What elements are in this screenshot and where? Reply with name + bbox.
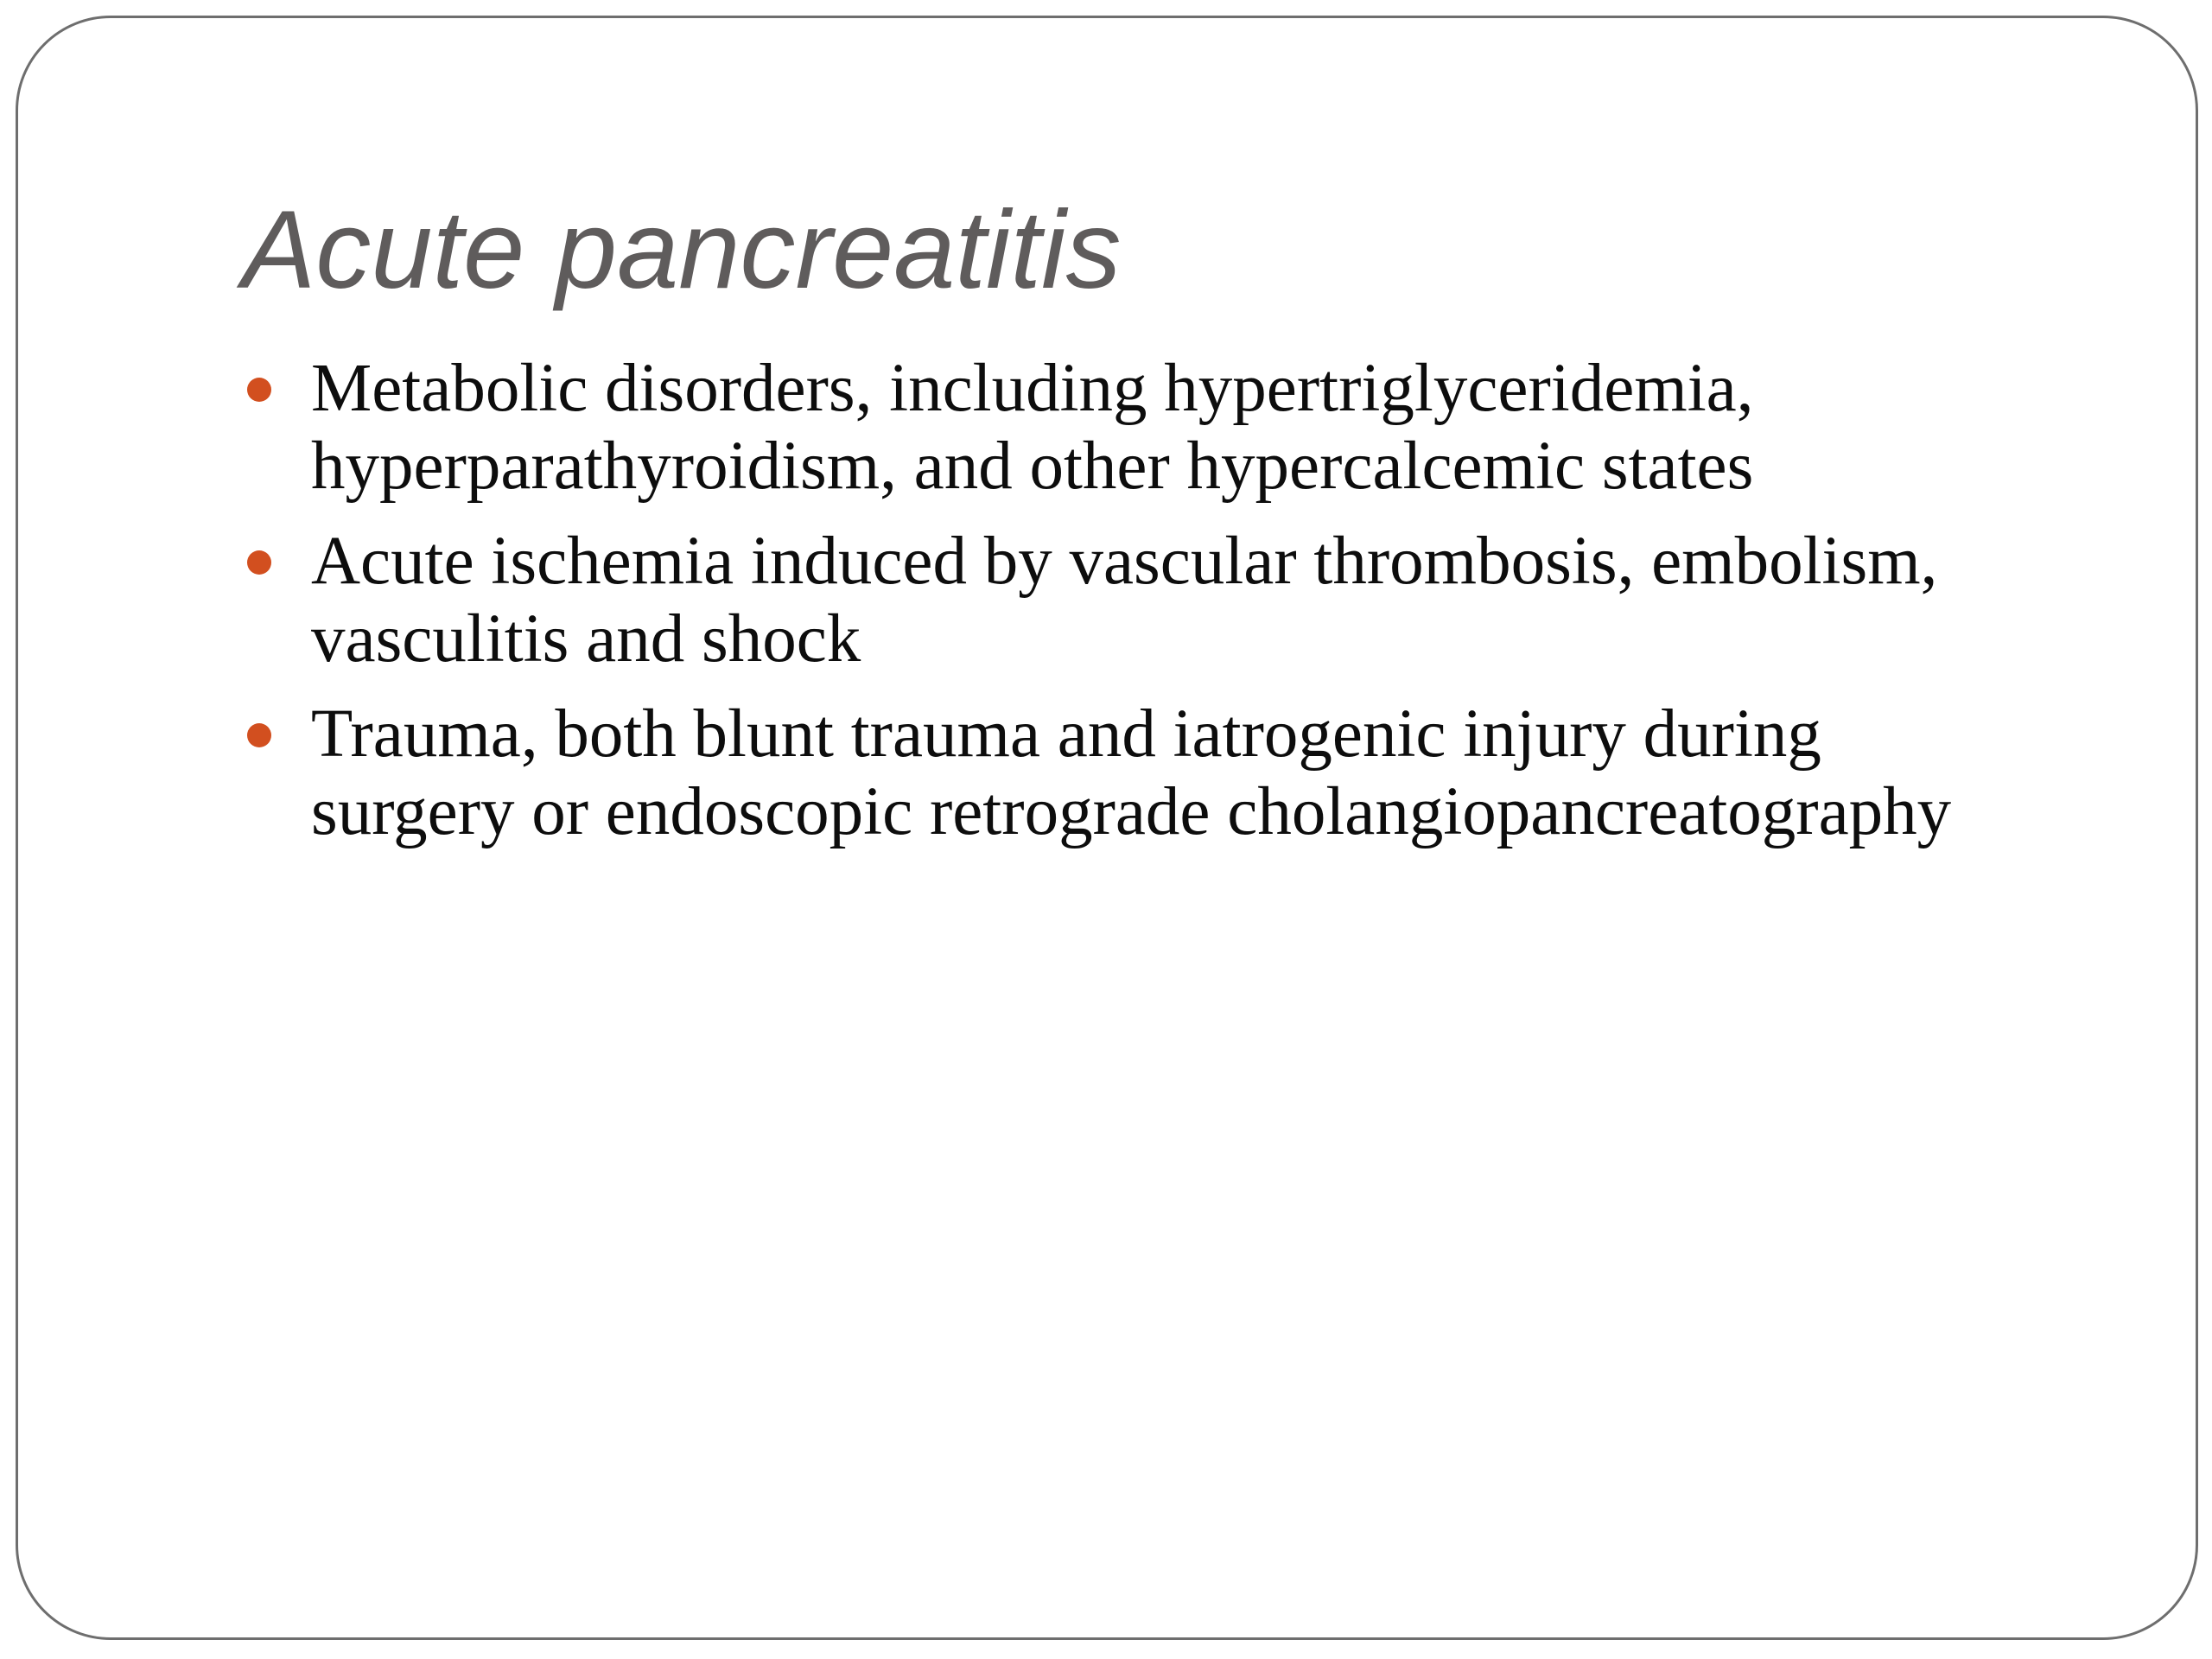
bullet-text-line: surgery or endoscopic retrograde cholangiopancreatography	[311, 774, 1952, 849]
bullet-text-line: Acute ischemia induced by vascular thrombosis, embolism,	[311, 524, 1938, 599]
bullet-text-line: vasculitis and shock	[311, 601, 861, 677]
bullet-text-line: hyperparathyroidism, and other hypercalcemic states	[311, 429, 1754, 504]
bullet-dot-icon	[247, 378, 271, 402]
slide-title: Acute pancreatitis	[242, 188, 1122, 312]
bullet-item-ischemia	[242, 523, 2074, 678]
bullet-list	[242, 350, 2074, 868]
bullet-text-line: Trauma, both blunt trauma and iatrogenic injury during	[311, 696, 1821, 772]
bullet-item-trauma	[242, 696, 2074, 851]
bullet-item-metabolic	[242, 350, 2074, 505]
bullet-text-line: Metabolic disorders, including hypertriglyceridemia,	[311, 351, 1754, 426]
bullet-dot-icon	[247, 550, 271, 575]
bullet-dot-icon	[247, 723, 271, 747]
